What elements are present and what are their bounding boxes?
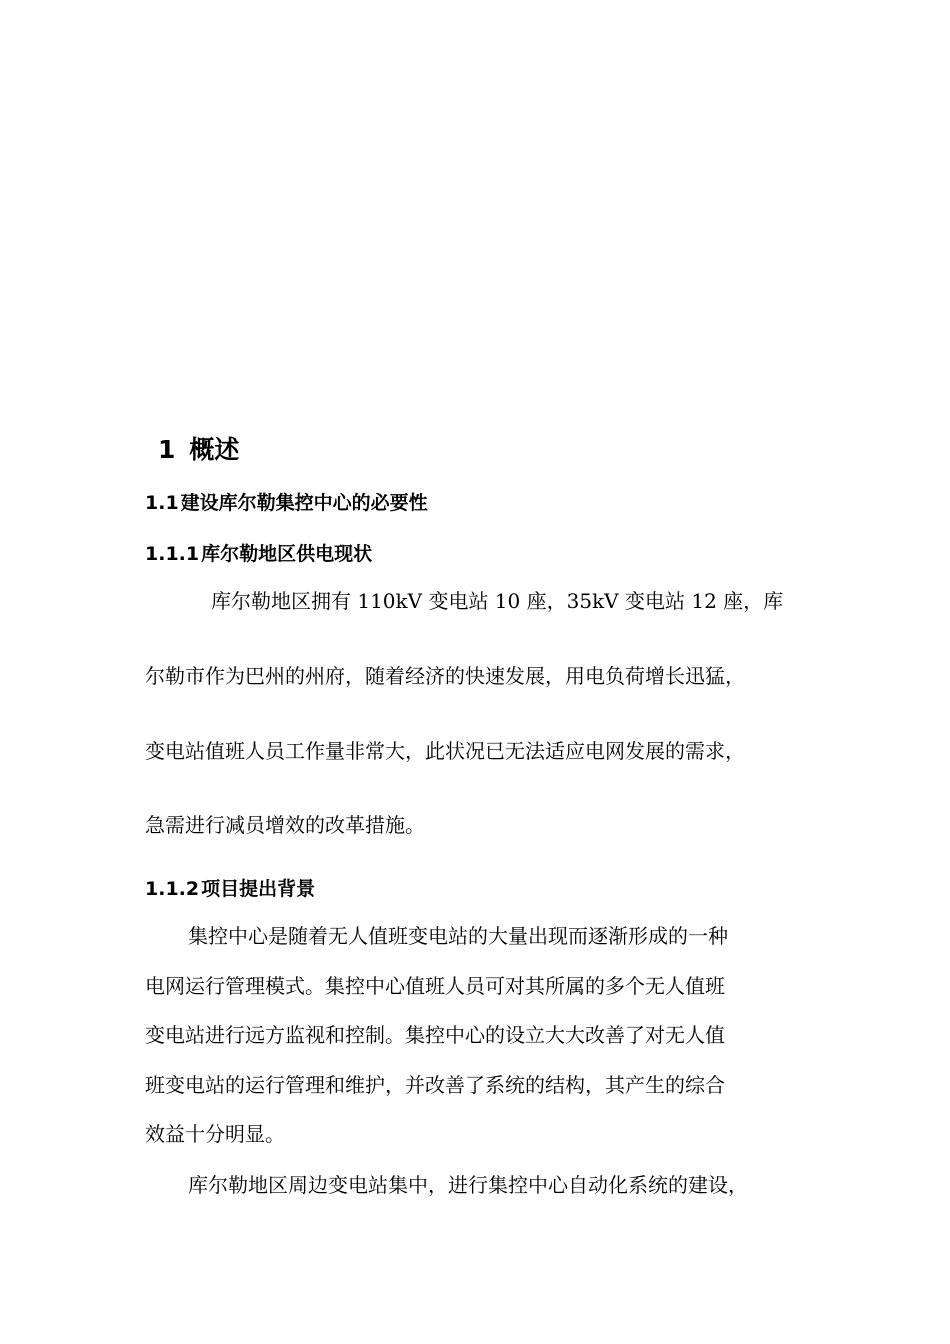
subsection-title: 库尔勒地区供电现状: [201, 543, 373, 565]
section-title: 概述: [189, 435, 240, 464]
subsection-number: 1.1.1: [145, 543, 200, 565]
paragraph-line: 尔勒市作为巴州的州府，随着经济的快速发展，用电负荷增长迅猛，: [145, 664, 745, 688]
subsection-heading-1-1-2: [145, 874, 315, 901]
paragraph-line: 急需进行减员增效的改革措施。: [145, 813, 425, 837]
subsection-number: 1.1: [145, 492, 179, 514]
paragraph-line: 变电站值班人员工作量非常大，此状况已无法适应电网发展的需求，: [145, 739, 745, 763]
subsection-title: 项目提出背景: [201, 878, 316, 900]
paragraph-line: 班变电站的运行管理和维护，并改善了系统的结构，其产生的综合: [145, 1073, 725, 1097]
paragraph-line: 变电站进行远方监视和控制。集控中心的设立大大改善了对无人值: [145, 1023, 725, 1047]
subsection-number: 1.1.2: [145, 878, 200, 900]
paragraph-line: 库尔勒地区周边变电站集中，进行集控中心自动化系统的建设，: [188, 1173, 748, 1197]
paragraph-line: 集控中心是随着无人值班变电站的大量出现而逐渐形成的一种: [188, 924, 728, 948]
paragraph-line: 效益十分明显。: [145, 1122, 285, 1146]
subsection-title: 建设库尔勒集控中心的必要性: [180, 492, 428, 514]
section-heading: [158, 430, 239, 466]
subsection-heading-1-1-1: [145, 539, 372, 566]
subsection-heading-1-1: [145, 488, 428, 515]
paragraph-line: 电网运行管理模式。集控中心值班人员可对其所属的多个无人值班: [145, 974, 725, 998]
section-number: 1: [158, 435, 176, 464]
paragraph-line: 库尔勒地区拥有 110kV 变电站 10 座，35kV 变电站 12 座，库: [211, 589, 784, 613]
